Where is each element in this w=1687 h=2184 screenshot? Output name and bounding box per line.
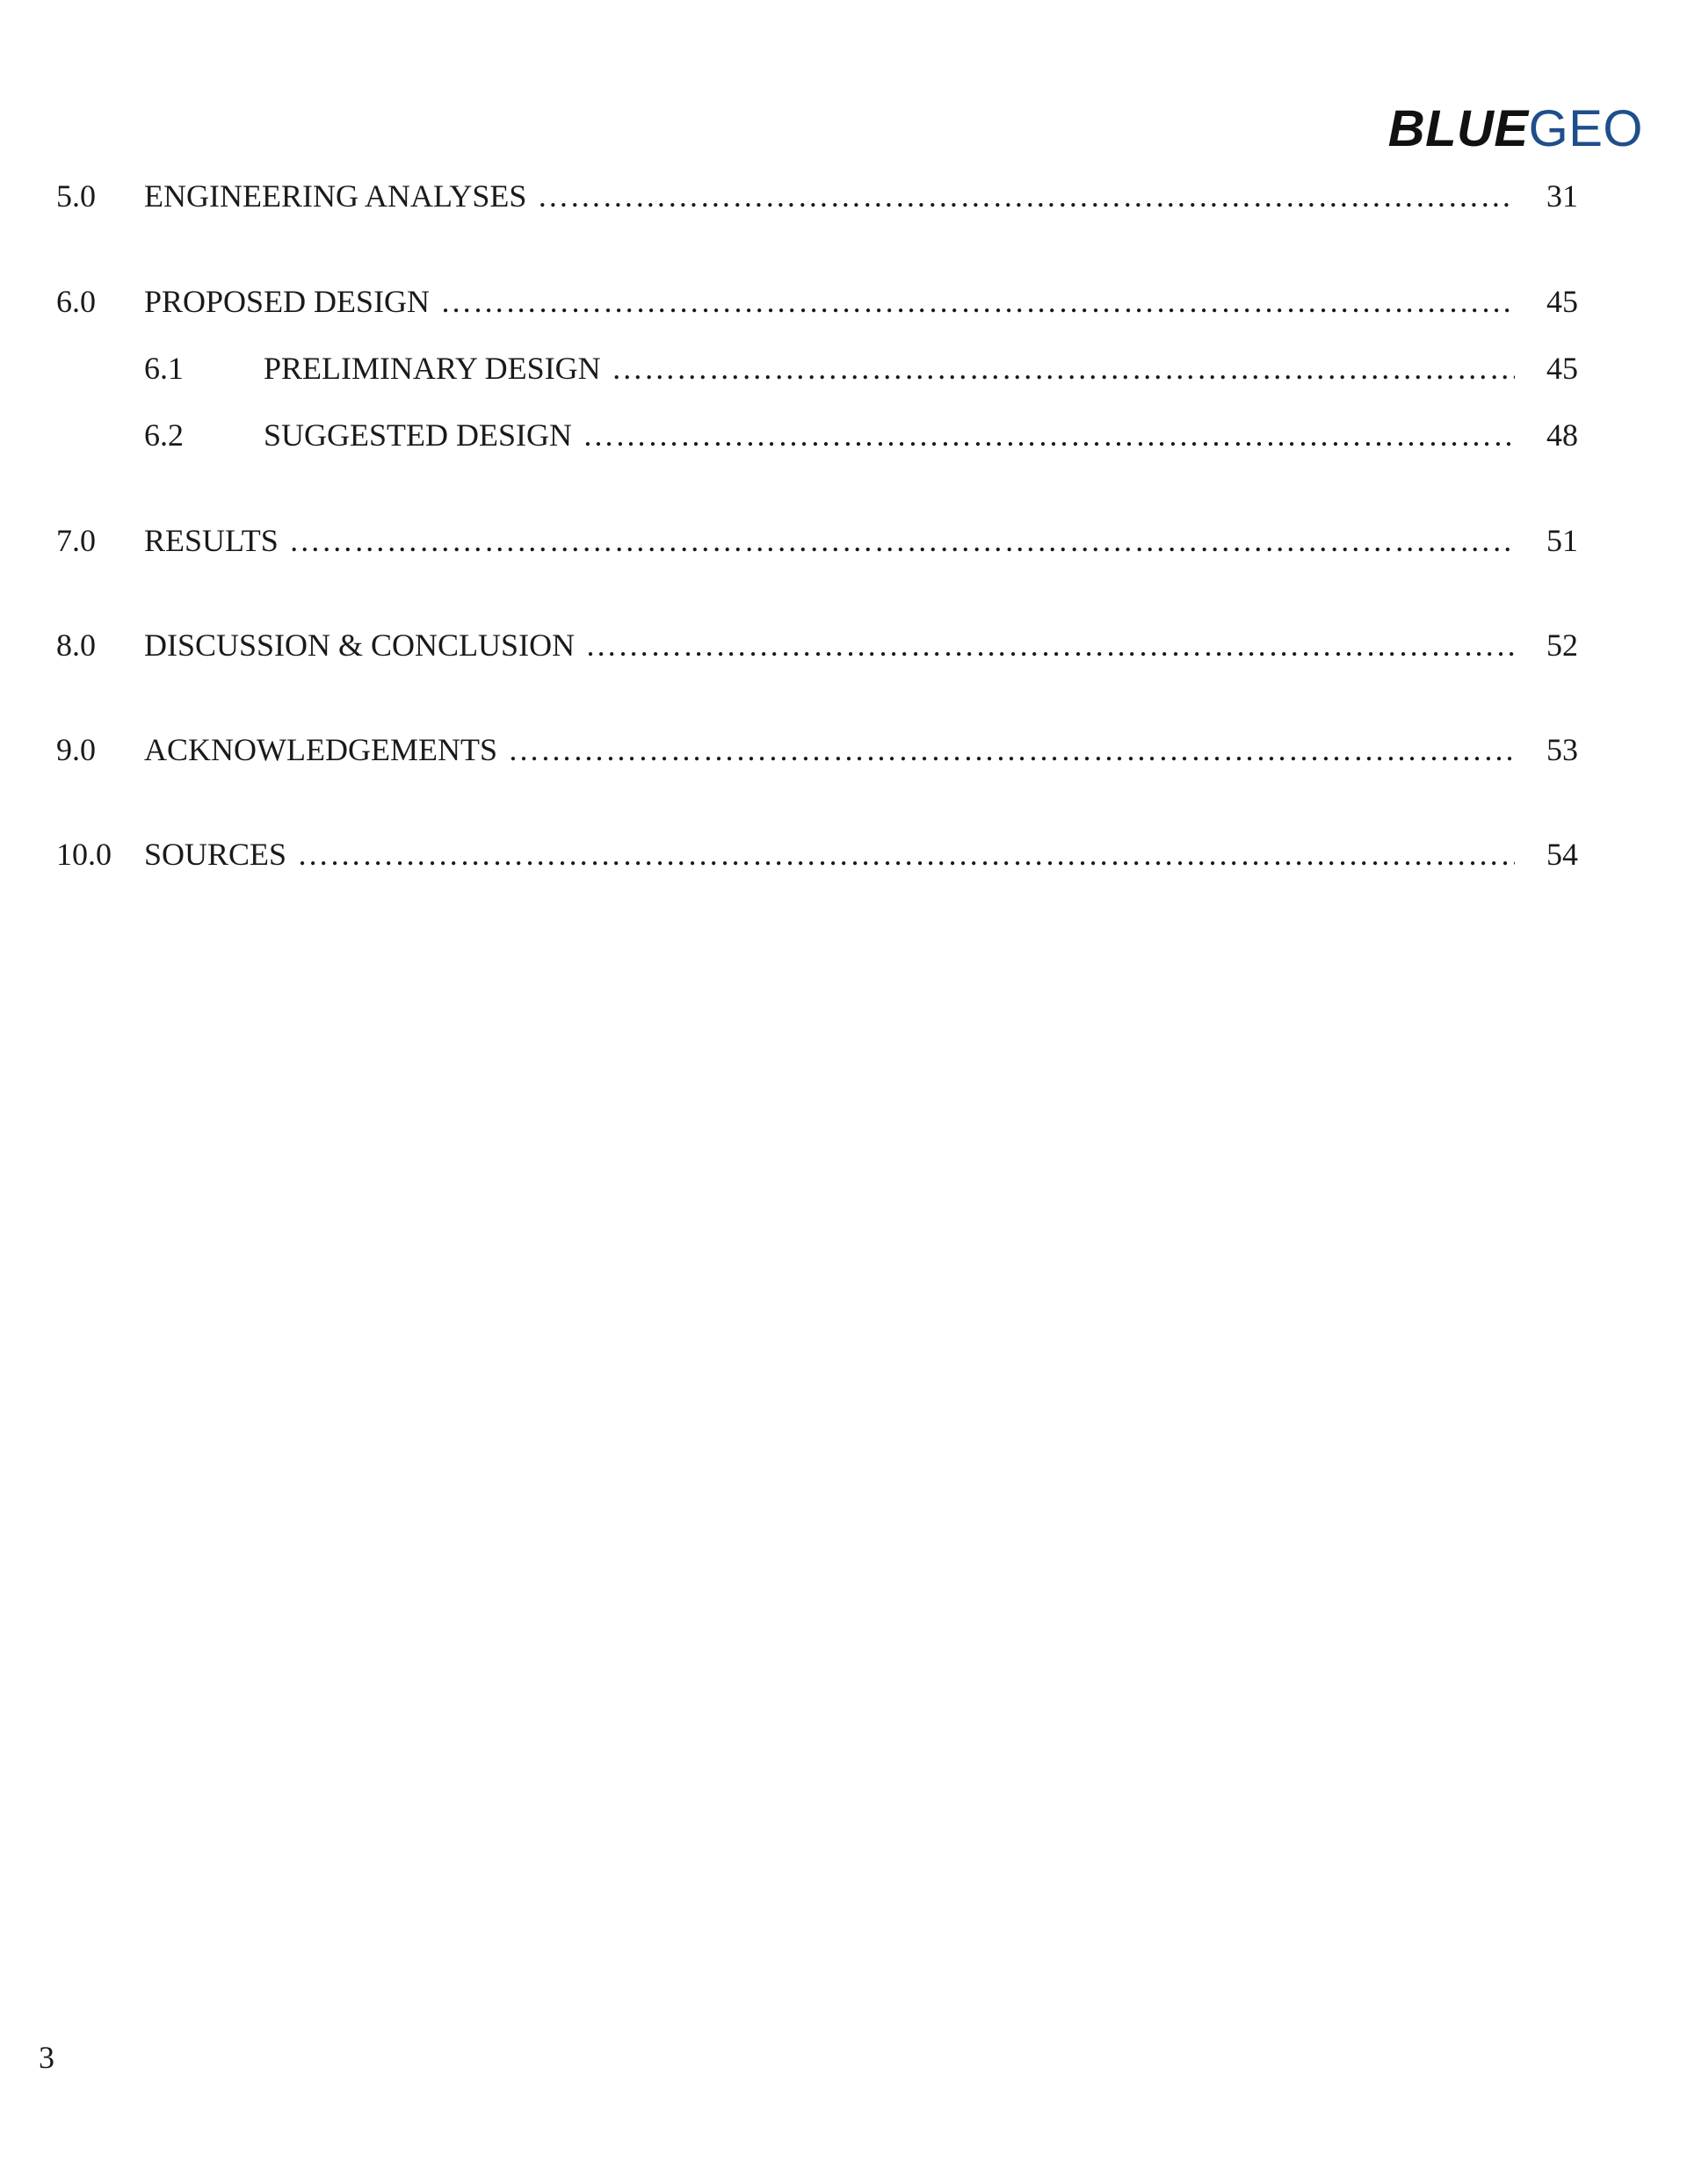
- toc-entry-title: SUGGESTED DESIGN: [264, 417, 572, 453]
- toc-entry-preliminary-design[interactable]: [0, 346, 1687, 390]
- toc-entry-page: 45: [1546, 351, 1578, 386]
- toc-entry-title: ENGINEERING ANALYSES: [144, 178, 527, 214]
- dot-leader: [508, 728, 1515, 772]
- toc-entry-title: ACKNOWLEDGEMENTS: [144, 732, 497, 767]
- dot-leader: [289, 519, 1515, 562]
- toc-entry-acknowledgements[interactable]: [0, 728, 1687, 772]
- toc-entry-title: RESULTS: [144, 523, 279, 558]
- toc-entry-page: 51: [1546, 523, 1578, 558]
- toc-entry-number: 10.0: [56, 837, 112, 872]
- toc-entry-page: 53: [1546, 732, 1578, 767]
- toc-entry-number: 8.0: [56, 628, 96, 663]
- dot-leader: [537, 174, 1515, 218]
- toc-entry-title: DISCUSSION & CONCLUSION: [144, 628, 576, 663]
- logo-light-text: GEO: [1528, 100, 1643, 157]
- toc-entry-number: 5.0: [56, 178, 96, 214]
- toc-entry-title: PRELIMINARY DESIGN: [264, 351, 601, 386]
- toc-entry-page: 45: [1546, 284, 1578, 319]
- dot-leader: [612, 346, 1515, 390]
- toc-entry-number: 6.2: [144, 417, 184, 453]
- toc-entry-number: 7.0: [56, 523, 96, 558]
- toc-entry-page: 52: [1546, 628, 1578, 663]
- bluegeo-logo: [1387, 100, 1643, 157]
- toc-entry-title: SOURCES: [144, 837, 287, 872]
- dot-leader: [440, 279, 1515, 323]
- dot-leader: [297, 832, 1515, 876]
- toc-entry-results[interactable]: [0, 519, 1687, 562]
- toc-entry-title: PROPOSED DESIGN: [144, 284, 431, 319]
- dot-leader: [583, 413, 1515, 457]
- toc-entry-page: 48: [1546, 417, 1578, 453]
- toc-entry-discussion-conclusion[interactable]: [0, 623, 1687, 667]
- logo-bold-text: BLUE: [1387, 100, 1529, 157]
- toc-entry-engineering-analyses[interactable]: [0, 174, 1687, 218]
- page-number: 3: [39, 2040, 54, 2075]
- toc-entry-number: 6.1: [144, 351, 184, 386]
- toc-entry-page: 31: [1546, 178, 1578, 214]
- dot-leader: [585, 623, 1515, 667]
- toc-entry-sources[interactable]: [0, 832, 1687, 876]
- toc-entry-suggested-design[interactable]: [0, 413, 1687, 457]
- toc-entry-number: 6.0: [56, 284, 96, 319]
- toc-entry-page: 54: [1546, 837, 1578, 872]
- toc-entry-number: 9.0: [56, 732, 96, 767]
- toc-entry-proposed-design[interactable]: [0, 279, 1687, 323]
